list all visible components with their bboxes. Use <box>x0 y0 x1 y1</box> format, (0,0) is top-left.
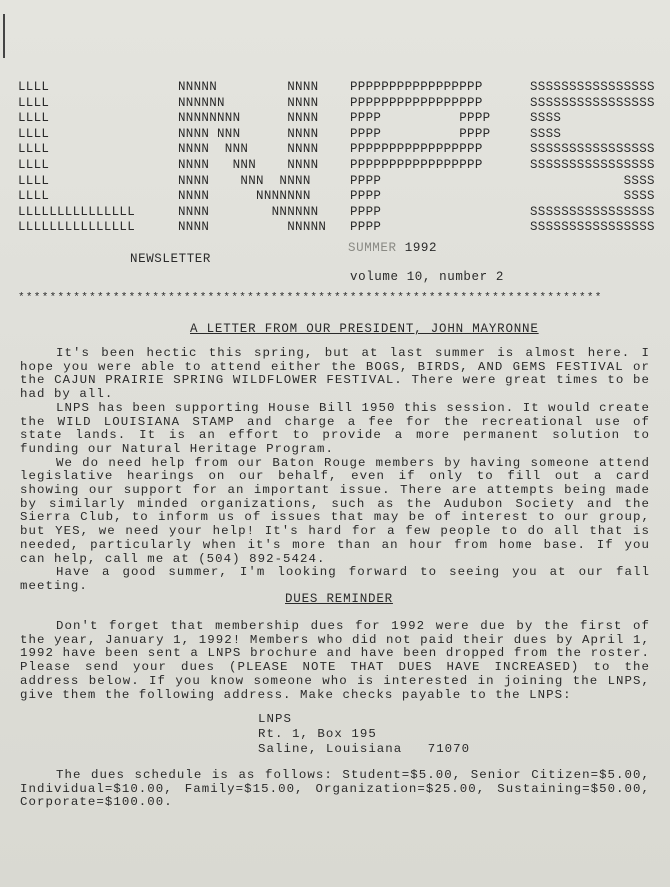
paragraph: Have a good summer, I'm looking forward to seeing you at our fall meeting. <box>20 565 650 593</box>
dues-paragraph: Don't forget that membership dues for 1992 were due by the first of the year, January 1, 1992! Members who did not paid their dues by April 1, 1992 have been sent a LNPS brochure and have been dropped from the roster. Please send your dues (PLEASE NOTE THAT DUES HAVE INCREASED) to the address below. If you know someone who is interested in joining the LNPS, give them the following address. Make checks payable to the LNPS: <box>20 619 650 702</box>
banner-letter-s: SSSSSSSSSSSSSSSS SSSSSSSSSSSSSSSS SSSS SSSS SSSSSSSSSSSSSSSS SSSSSSSSSSSSSSSS SSSS SSSS SSSSSSSSSSSSSSSS SSSSSSSSSSSSSSSS <box>530 80 655 235</box>
season-word: SUMMER <box>348 241 397 255</box>
lnps-banner <box>0 80 670 235</box>
banner-letter-n: NNNNN NNNN NNNNNN NNNN NNNNNNNN NNNN NNNN NNN NNNN NNNN NNN NNNN NNNN NNN NNNN NNNN NNN NNNN NNNN NNNNNNN NNNN NNNNNN NNNN NNNNN <box>178 80 327 235</box>
paragraph: We do need help from our Baton Rouge members by having someone attend legislative hearings on our behalf, even if only to fill out a card showing our support for an important issue. There are attempts being made by similarly minded organizations, such as the Audubon Society and the Sierra Club, to inform us of issues that may be of interest to our group, but YES, we need your help! It's hard for a few people to do all that is needed, particularly when it's more than an hour from home base. If you can help, call me at (504) 892-5424. <box>20 455 650 566</box>
banner-letter-p: PPPPPPPPPPPPPPPPP PPPPPPPPPPPPPPPPP PPPP PPPP PPPP PPPP PPPPPPPPPPPPPPPPP PPPPPPPPPPPPPPPPP PPPP PPPP PPPP PPPP <box>350 80 491 235</box>
page-edge-mark <box>3 14 5 58</box>
dues-schedule: The dues schedule is as follows: Student=$5.00, Senior Citizen=$5.00, Individual=$10.00, Family=$15.00, Organization=$25.00, Sustaining=$50.00, Corporate=$100.00. <box>20 768 650 810</box>
star-divider: ************************************************************************** <box>18 292 603 304</box>
issue-volume: volume 10, number 2 <box>350 270 504 284</box>
issue-season <box>348 241 437 255</box>
issue-year: 1992 <box>404 241 438 255</box>
mailing-address: LNPS Rt. 1, Box 195 Saline, Louisiana 71070 <box>258 712 471 756</box>
paragraph: It's been hectic this spring, but at last summer is almost here. I hope you were able to attend either the BOGS, BIRDS, AND GEMS FESTIVAL or the CAJUN PRAIRIE SPRING WILDFLOWER FESTIVAL. There were great times to be had by all. <box>20 346 650 402</box>
president-letter-title: A LETTER FROM OUR PRESIDENT, JOHN MAYRONNE <box>190 322 539 336</box>
dues-reminder-title: DUES REMINDER <box>285 592 393 606</box>
newsletter-label: NEWSLETTER <box>130 252 212 266</box>
paragraph: LNPS has been supporting House Bill 1950 this session. It would create the WILD LOUISIANA STAMP and charge a fee for the recreational use of state lands. It is an effort to provide a more permanent solution to funding our Natural Heritage Program. <box>20 400 650 456</box>
president-letter-body <box>20 347 650 594</box>
banner-letter-l: LLLL LLLL LLLL LLLL LLLL LLLL LLLL LLLL LLLLLLLLLLLLLLL LLLLLLLLLLLLLLL <box>18 80 136 235</box>
